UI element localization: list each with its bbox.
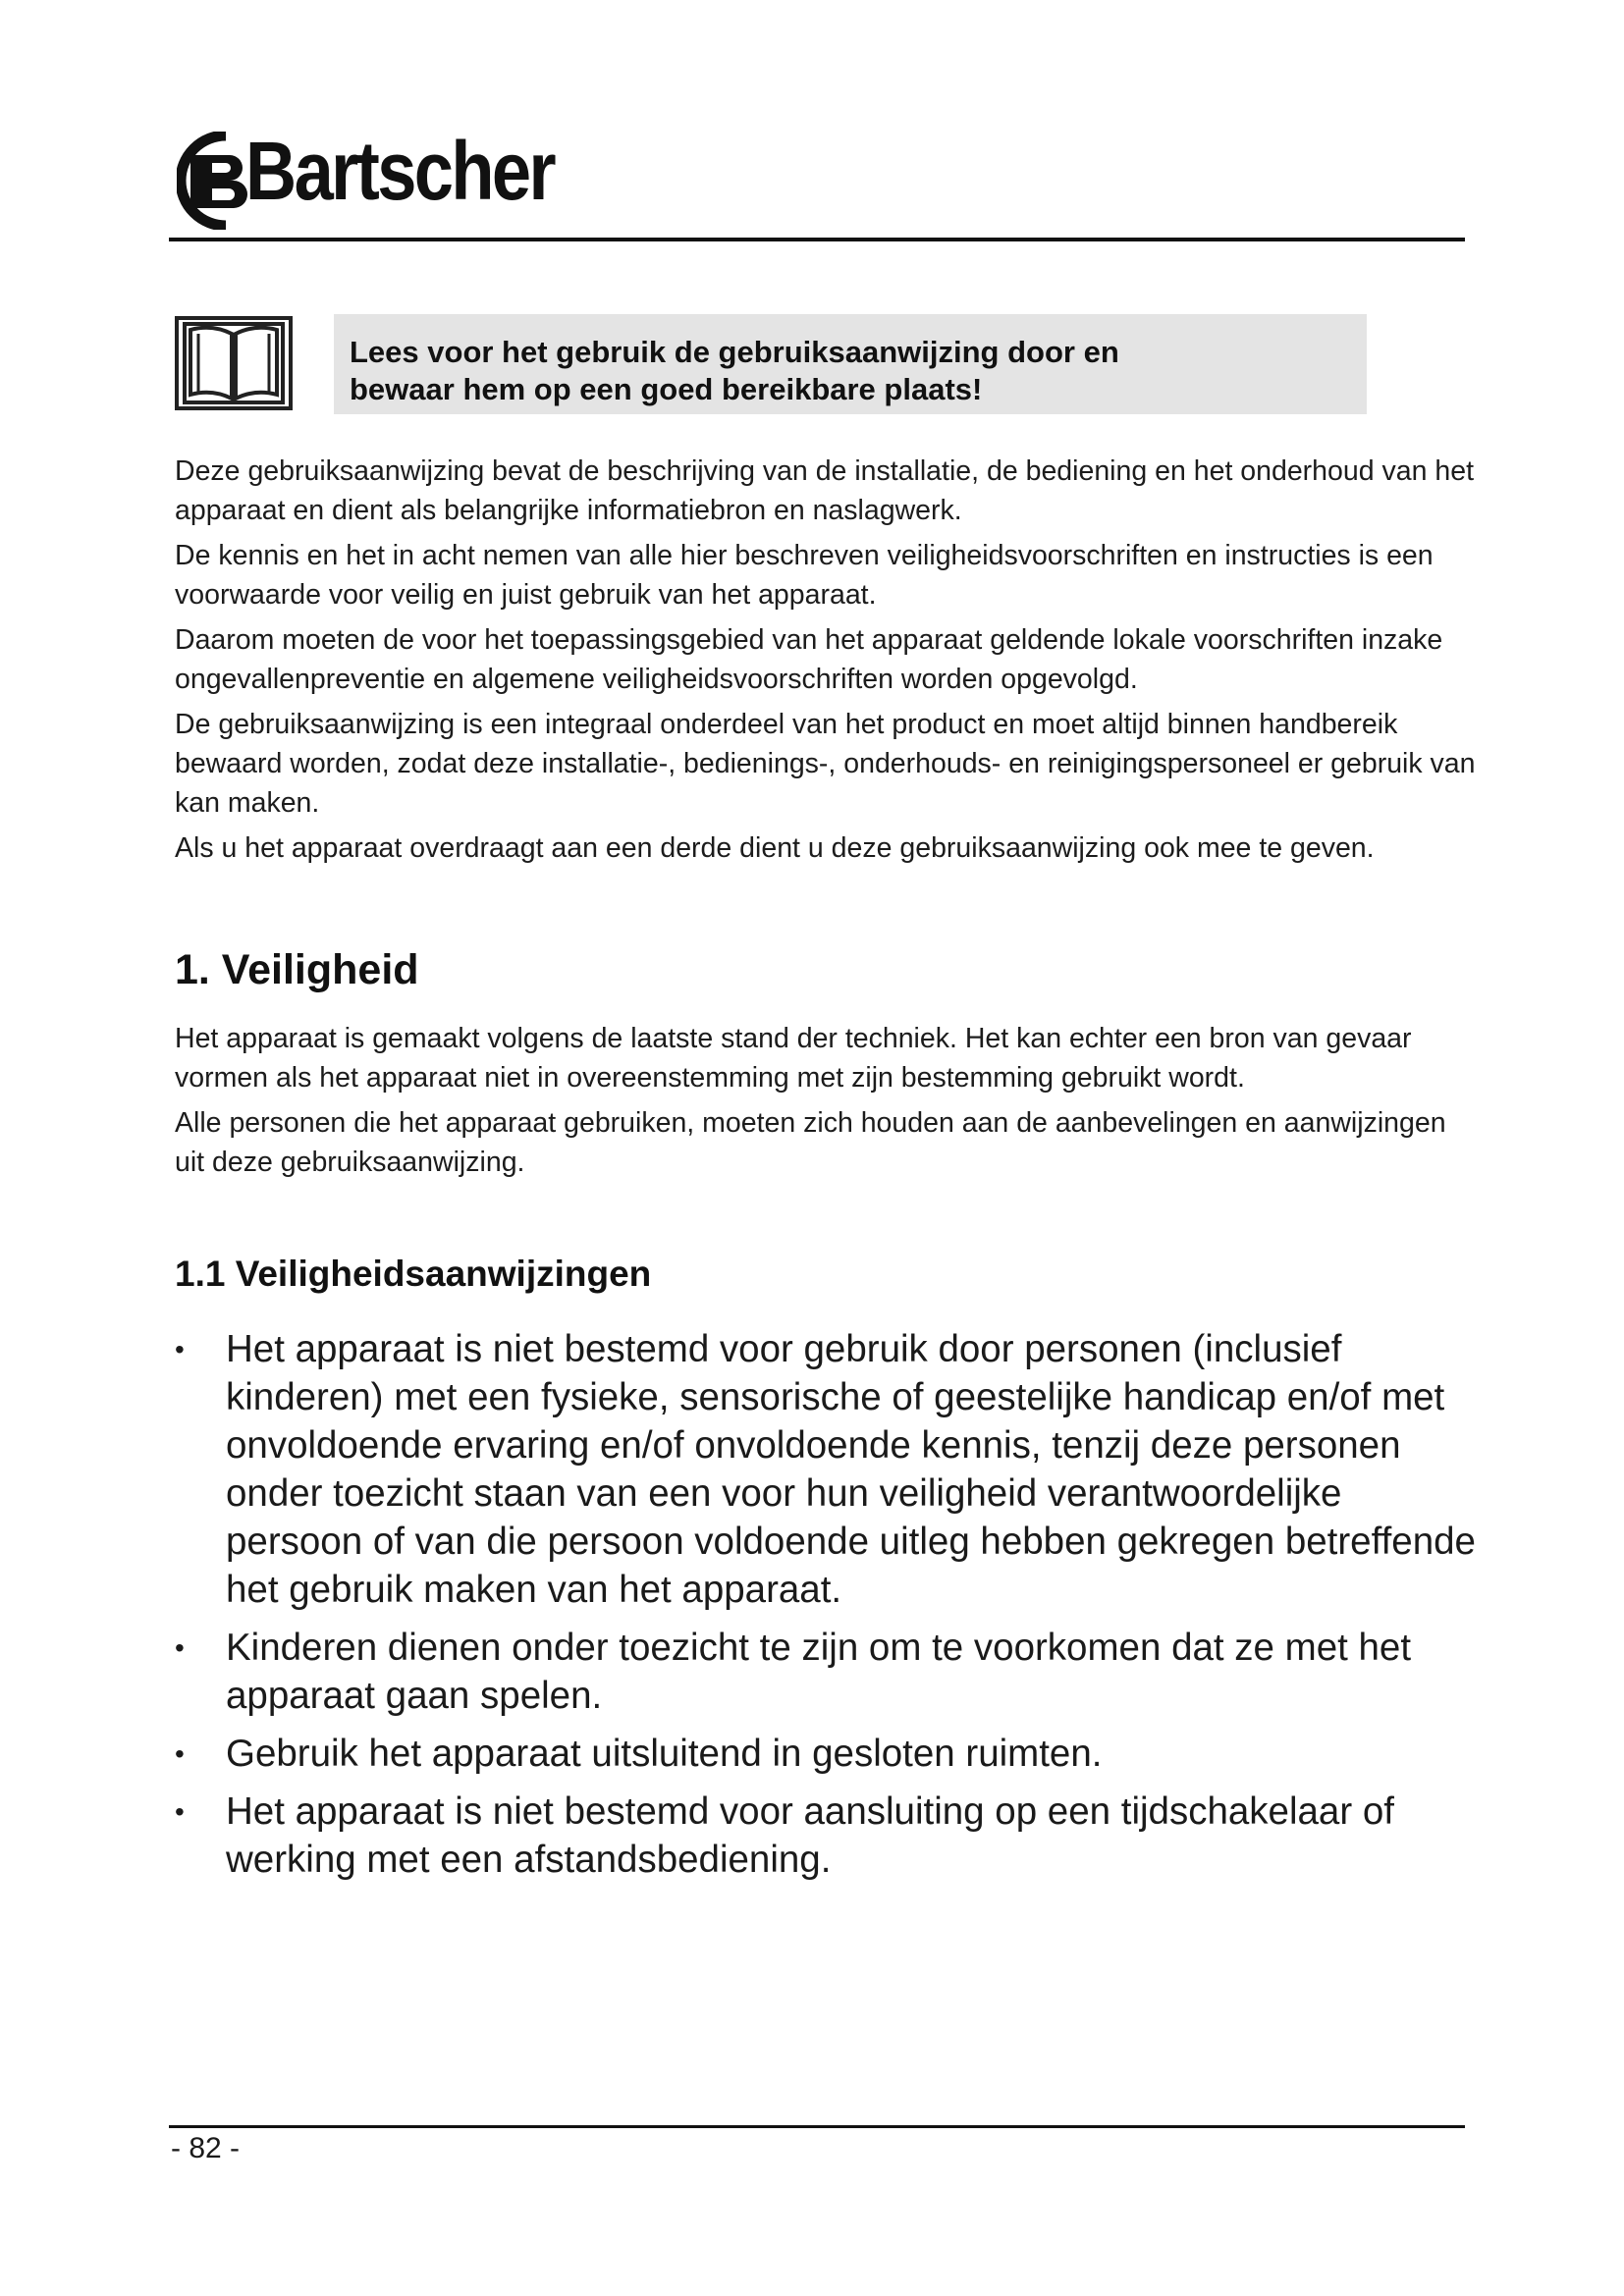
bullet-icon: • bbox=[175, 1796, 185, 1827]
section-heading-safety: 1. Veiligheid bbox=[175, 946, 419, 993]
header-divider bbox=[169, 238, 1465, 241]
list-item-text: Kinderen dienen onder toezicht te zijn om te voorkomen dat ze met het apparaat gaan spelen. bbox=[226, 1627, 1412, 1717]
list-item-text: Gebruik het apparaat uitsluitend in gesloten ruimten. bbox=[226, 1733, 1103, 1775]
read-manual-notice bbox=[334, 314, 1367, 414]
bullet-icon: • bbox=[175, 1738, 185, 1769]
footer-divider bbox=[169, 2125, 1465, 2128]
bullet-icon: • bbox=[175, 1632, 185, 1663]
bullet-icon: • bbox=[175, 1334, 185, 1364]
page-number: - 82 - bbox=[171, 2132, 241, 2164]
list-item-text: Het apparaat is niet bestemd voor gebruik door personen (inclusief kinderen) met een fysieke, sensorische of geestelijke handicap en/of met onvoldoende ervaring en/of onvoldoende kennis, tenzij deze personen onder toezicht staan van een voor hun veiligheid verantwoordelijke persoon of van die persoon voldoende uitleg hebben gekregen betreffende het gebruik maken van het apparaat. bbox=[226, 1328, 1476, 1611]
list-item-text: Het apparaat is niet bestemd voor aansluiting op een tijdschakelaar of werking met een afstandsbediening. bbox=[226, 1790, 1394, 1881]
subsection-heading-safety-instructions: 1.1 Veiligheidsaanwijzingen bbox=[175, 1254, 652, 1294]
list-item bbox=[175, 1730, 1481, 1778]
intro-paragraph: Deze gebruiksaanwijzing bevat de beschrijving van de installatie, de bediening en het onderhoud van het apparaat en dient als belangrijke informatiebron en naslagwerk. bbox=[175, 455, 1474, 526]
safety-paragraph: Alle personen die het apparaat gebruiken, moeten zich houden aan de aanbevelingen en aanwijzingen uit deze gebruiksaanwijzing. bbox=[175, 1107, 1446, 1178]
intro-paragraph: De kennis en het in acht nemen van alle hier beschreven veiligheidsvoorschriften en instructies is een voorwaarde voor veilig en juist gebruik van het apparaat. bbox=[175, 540, 1434, 611]
list-item bbox=[175, 1325, 1481, 1614]
brand-logo bbox=[177, 126, 589, 234]
brand-name: Bartscher bbox=[245, 125, 555, 217]
list-item bbox=[175, 1624, 1481, 1720]
safety-paragraph: Het apparaat is gemaakt volgens de laatste stand der techniek. Het kan echter een bron van gevaar vormen als het apparaat niet in overeenstemming met zijn bestemming gebruikt wordt. bbox=[175, 1023, 1412, 1094]
intro-paragraph: Daarom moeten de voor het toepassingsgebied van het apparaat geldende lokale voorschriften inzake ongevallenpreventie en algemene veiligheidsvoorschriften worden opgevolgd. bbox=[175, 624, 1443, 695]
notice-line-2: bewaar hem op een goed bereikbare plaats! bbox=[350, 372, 983, 406]
document-body bbox=[175, 452, 1481, 1894]
safety-instructions-list bbox=[175, 1325, 1481, 1884]
intro-paragraph: De gebruiksaanwijzing is een integraal onderdeel van het product en moet altijd binnen handbereik bewaard worden, zodat deze installatie-, bedienings-, onderhouds- en reinigingspersoneel er gebruik van kan maken. bbox=[175, 709, 1476, 819]
list-item bbox=[175, 1788, 1481, 1884]
notice-line-1: Lees voor het gebruik de gebruiksaanwijzing door en bbox=[350, 335, 1119, 369]
intro-paragraph: Als u het apparaat overdraagt aan een derde dient u deze gebruiksaanwijzing ook mee te geven. bbox=[175, 832, 1375, 864]
open-book-icon bbox=[175, 314, 293, 412]
